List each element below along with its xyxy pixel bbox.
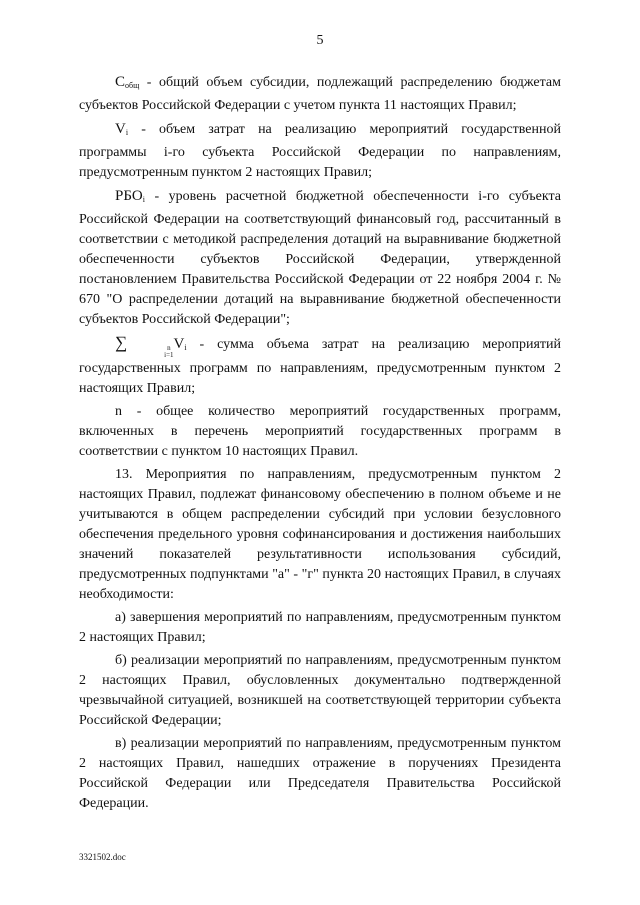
sum-sign: ∑ [115, 333, 128, 352]
clause-item-b: б) реализации мероприятий по направлениям, предусмотренным пунктом 2 настоящих Правил, обусловленных документально подтвержденной чрезвычайной ситуацией, возникшей на соответствующей территории субъекта Российской Федерации; [79, 653, 561, 728]
symbol: n [115, 404, 122, 419]
definition-sum-v [79, 333, 561, 399]
symbol: V [173, 336, 185, 352]
document-filename: 3321502.doc [79, 852, 126, 862]
definition-v-i [79, 119, 561, 183]
sum-lower-limit: i=1 [164, 351, 174, 359]
clause-13: 13. Мероприятия по направлениям, предусмотренным пунктом 2 настоящих Правил, подлежат финансовому обеспечению в полном объеме и не учитываются в общем распределении субсидий при условии безусловного обеспечения предельного уровня софинансирования и достижения наибольших значений показателей результативности использования субсидий, предусмотренных подпунктами "а" - "г" пункта 20 настоящих Правил, в случаях необходимости: [79, 467, 561, 602]
definition-text: - объем затрат на реализацию мероприятий государственной программы i-го субъекта Российской Федерации по направлениям, предусмотренным пунктом 2 настоящих Правил; [79, 122, 561, 180]
page-number: 5 [316, 33, 324, 48]
subscript: i [184, 343, 187, 352]
definition-text: - уровень расчетной бюджетной обеспеченности i-го субъекта Российской Федерации на соответствующий финансовый год, рассчитанный в соответствии с методикой распределения дотаций на выравнивание бюджетной обеспеченности субъектов Российской Федерации, утвержденной постановлением Правительства Российской Федерации от 22 ноября 2004 г. № 670 "О распределении дотаций на выравнивание бюджетной обеспеченности субъектов Российской Федерации"; [79, 189, 561, 327]
definition-n [79, 402, 561, 462]
definition-text: - общее количество мероприятий государственных программ, включенных в перечень мероприятий государственных программ в соответствии с пунктом 10 настоящих Правил. [79, 404, 561, 459]
subscript: i [125, 128, 129, 137]
definition-text: - сумма объема затрат на реализацию мероприятий государственных программ по направлениям, предусмотренным пунктом 2 настоящих Правил; [79, 337, 561, 396]
definition-rbo-i [79, 186, 561, 330]
symbol: C [115, 74, 126, 90]
clause-item-a: а) завершения мероприятий по направлениям, предусмотренным пунктом 2 настоящих Правил; [79, 610, 561, 645]
document-body [79, 72, 561, 814]
subscript: i [142, 195, 145, 204]
sum-limits [128, 345, 173, 359]
sum-upper-limit: n [167, 344, 171, 352]
subscript: общ [125, 81, 140, 90]
symbol: РБО [115, 188, 143, 204]
symbol: V [115, 121, 126, 137]
definition-c-total [79, 72, 561, 116]
clause-item-v: в) реализации мероприятий по направлениям, предусмотренным пунктом 2 настоящих Правил, нашедших отражение в поручениях Президента Российской Федерации или Председателя Правительства Российской Федерации. [79, 736, 561, 811]
definition-text: - общий объем субсидии, подлежащий распределению бюджетам субъектов Российской Федерации с учетом пункта 11 настоящих Правил; [79, 75, 561, 113]
